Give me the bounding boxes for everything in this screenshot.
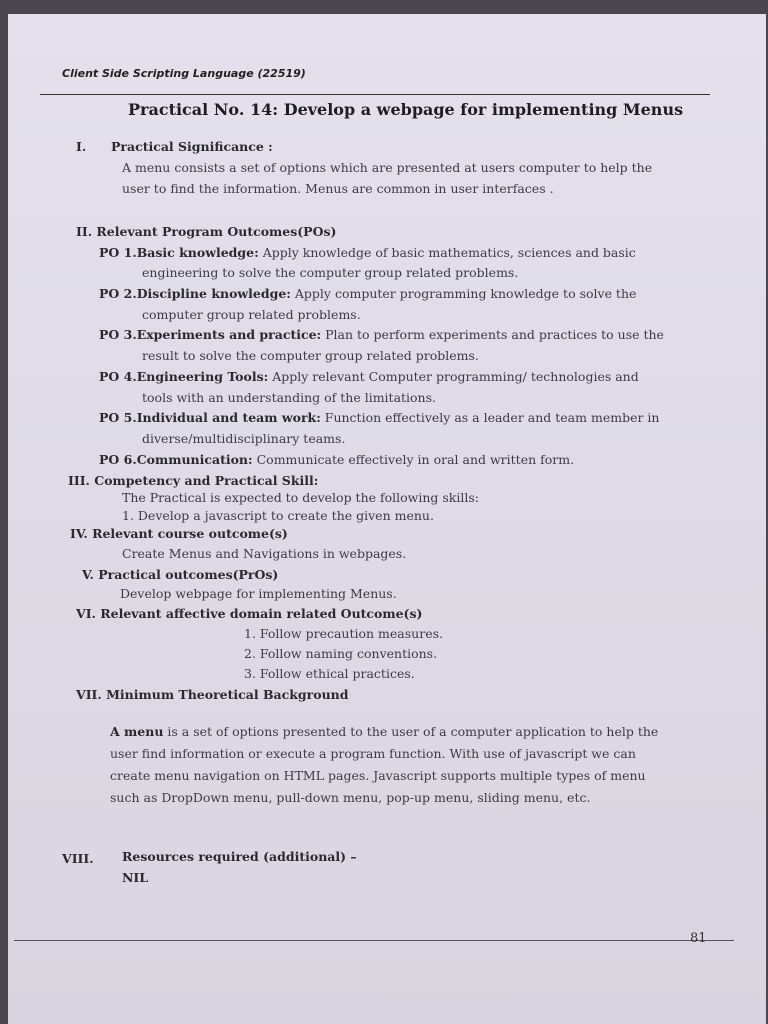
section-5-line: Develop webpage for implementing Menus. [120, 586, 397, 601]
po-text: Plan to perform experiments and practices to use the [321, 327, 664, 342]
po-term: Experiments and practice: [136, 327, 322, 342]
theory-line [110, 724, 658, 739]
po-text: Function effectively as a leader and team member in [320, 410, 660, 425]
section-1-line: A menu consists a set of options which are presented at users computer to help the [122, 160, 653, 175]
po-text: Apply knowledge of basic mathematics, sciences and basic [258, 245, 636, 260]
po-continuation: tools with an understanding of the limitations. [142, 390, 437, 405]
po-label: PO 1. [99, 245, 137, 260]
po-text: Communicate effectively in oral and written form. [252, 452, 575, 467]
practical-title: Practical No. 14: Develop a webpage for implementing Menus [128, 100, 684, 119]
theory-line: user find information or execute a program function. With use of javascript we can [110, 746, 636, 761]
po-item [99, 452, 574, 467]
po-text: Apply relevant Computer programming/ technologies and [268, 369, 639, 384]
po-term: Basic knowledge: [136, 245, 259, 260]
theory-term: A menu [110, 724, 164, 739]
po-label: PO 4. [99, 369, 137, 384]
po-item [99, 327, 664, 342]
section-4-line: Create Menus and Navigations in webpages. [122, 546, 407, 561]
section-6-heading: VI. Relevant affective domain related Outcome(s) [76, 606, 423, 621]
section-1-number: I. [76, 139, 87, 154]
po-label: PO 3. [99, 327, 137, 342]
section-5-heading: V. Practical outcomes(PrOs) [82, 567, 279, 582]
page-number: 81 [690, 931, 707, 946]
po-term: Engineering Tools: [136, 369, 269, 384]
po-continuation: result to solve the computer group related problems. [142, 348, 479, 363]
section-8-number: VIII. [62, 851, 94, 866]
section-8-value: NIL [122, 870, 149, 885]
theory-line: create menu navigation on HTML pages. Javascript supports multiple types of menu [110, 768, 646, 783]
po-item [99, 245, 636, 260]
section-7-heading: VII. Minimum Theoretical Background [76, 687, 349, 702]
section-3-line: 1. Develop a javascript to create the given menu. [122, 508, 434, 523]
po-item [99, 286, 636, 301]
po-continuation: computer group related problems. [142, 307, 361, 322]
header-divider [40, 94, 710, 95]
section-2-heading: II. Relevant Program Outcomes(POs) [76, 224, 337, 239]
po-label: PO 2. [99, 286, 137, 301]
po-continuation: diverse/multidisciplinary teams. [142, 431, 346, 446]
course-header: Client Side Scripting Language (22519) [62, 67, 306, 80]
po-item [99, 369, 639, 384]
po-continuation: engineering to solve the computer group related problems. [142, 265, 519, 280]
affective-item: 1. Follow precaution measures. [244, 626, 443, 641]
po-term: Communication: [136, 452, 253, 467]
section-1-line: user to find the information. Menus are common in user interfaces . [122, 181, 554, 196]
po-text: Apply computer programming knowledge to solve the [290, 286, 637, 301]
po-term: Individual and team work: [136, 410, 321, 425]
po-label: PO 5. [99, 410, 137, 425]
po-term: Discipline knowledge: [136, 286, 291, 301]
section-8-heading: Resources required (additional) – [122, 849, 357, 864]
po-label: PO 6. [99, 452, 137, 467]
footer-divider [14, 940, 734, 941]
po-item [99, 410, 659, 425]
affective-item: 3. Follow ethical practices. [244, 666, 415, 681]
section-3-heading: III. Competency and Practical Skill: [68, 473, 319, 488]
affective-item: 2. Follow naming conventions. [244, 646, 438, 661]
theory-line: such as DropDown menu, pull-down menu, pop-up menu, sliding menu, etc. [110, 790, 591, 805]
section-4-heading: IV. Relevant course outcome(s) [70, 526, 288, 541]
section-1-heading: Practical Significance : [111, 139, 273, 154]
theory-text: is a set of options presented to the user of a computer application to help the [163, 724, 659, 739]
section-3-line: The Practical is expected to develop the following skills: [122, 490, 480, 505]
